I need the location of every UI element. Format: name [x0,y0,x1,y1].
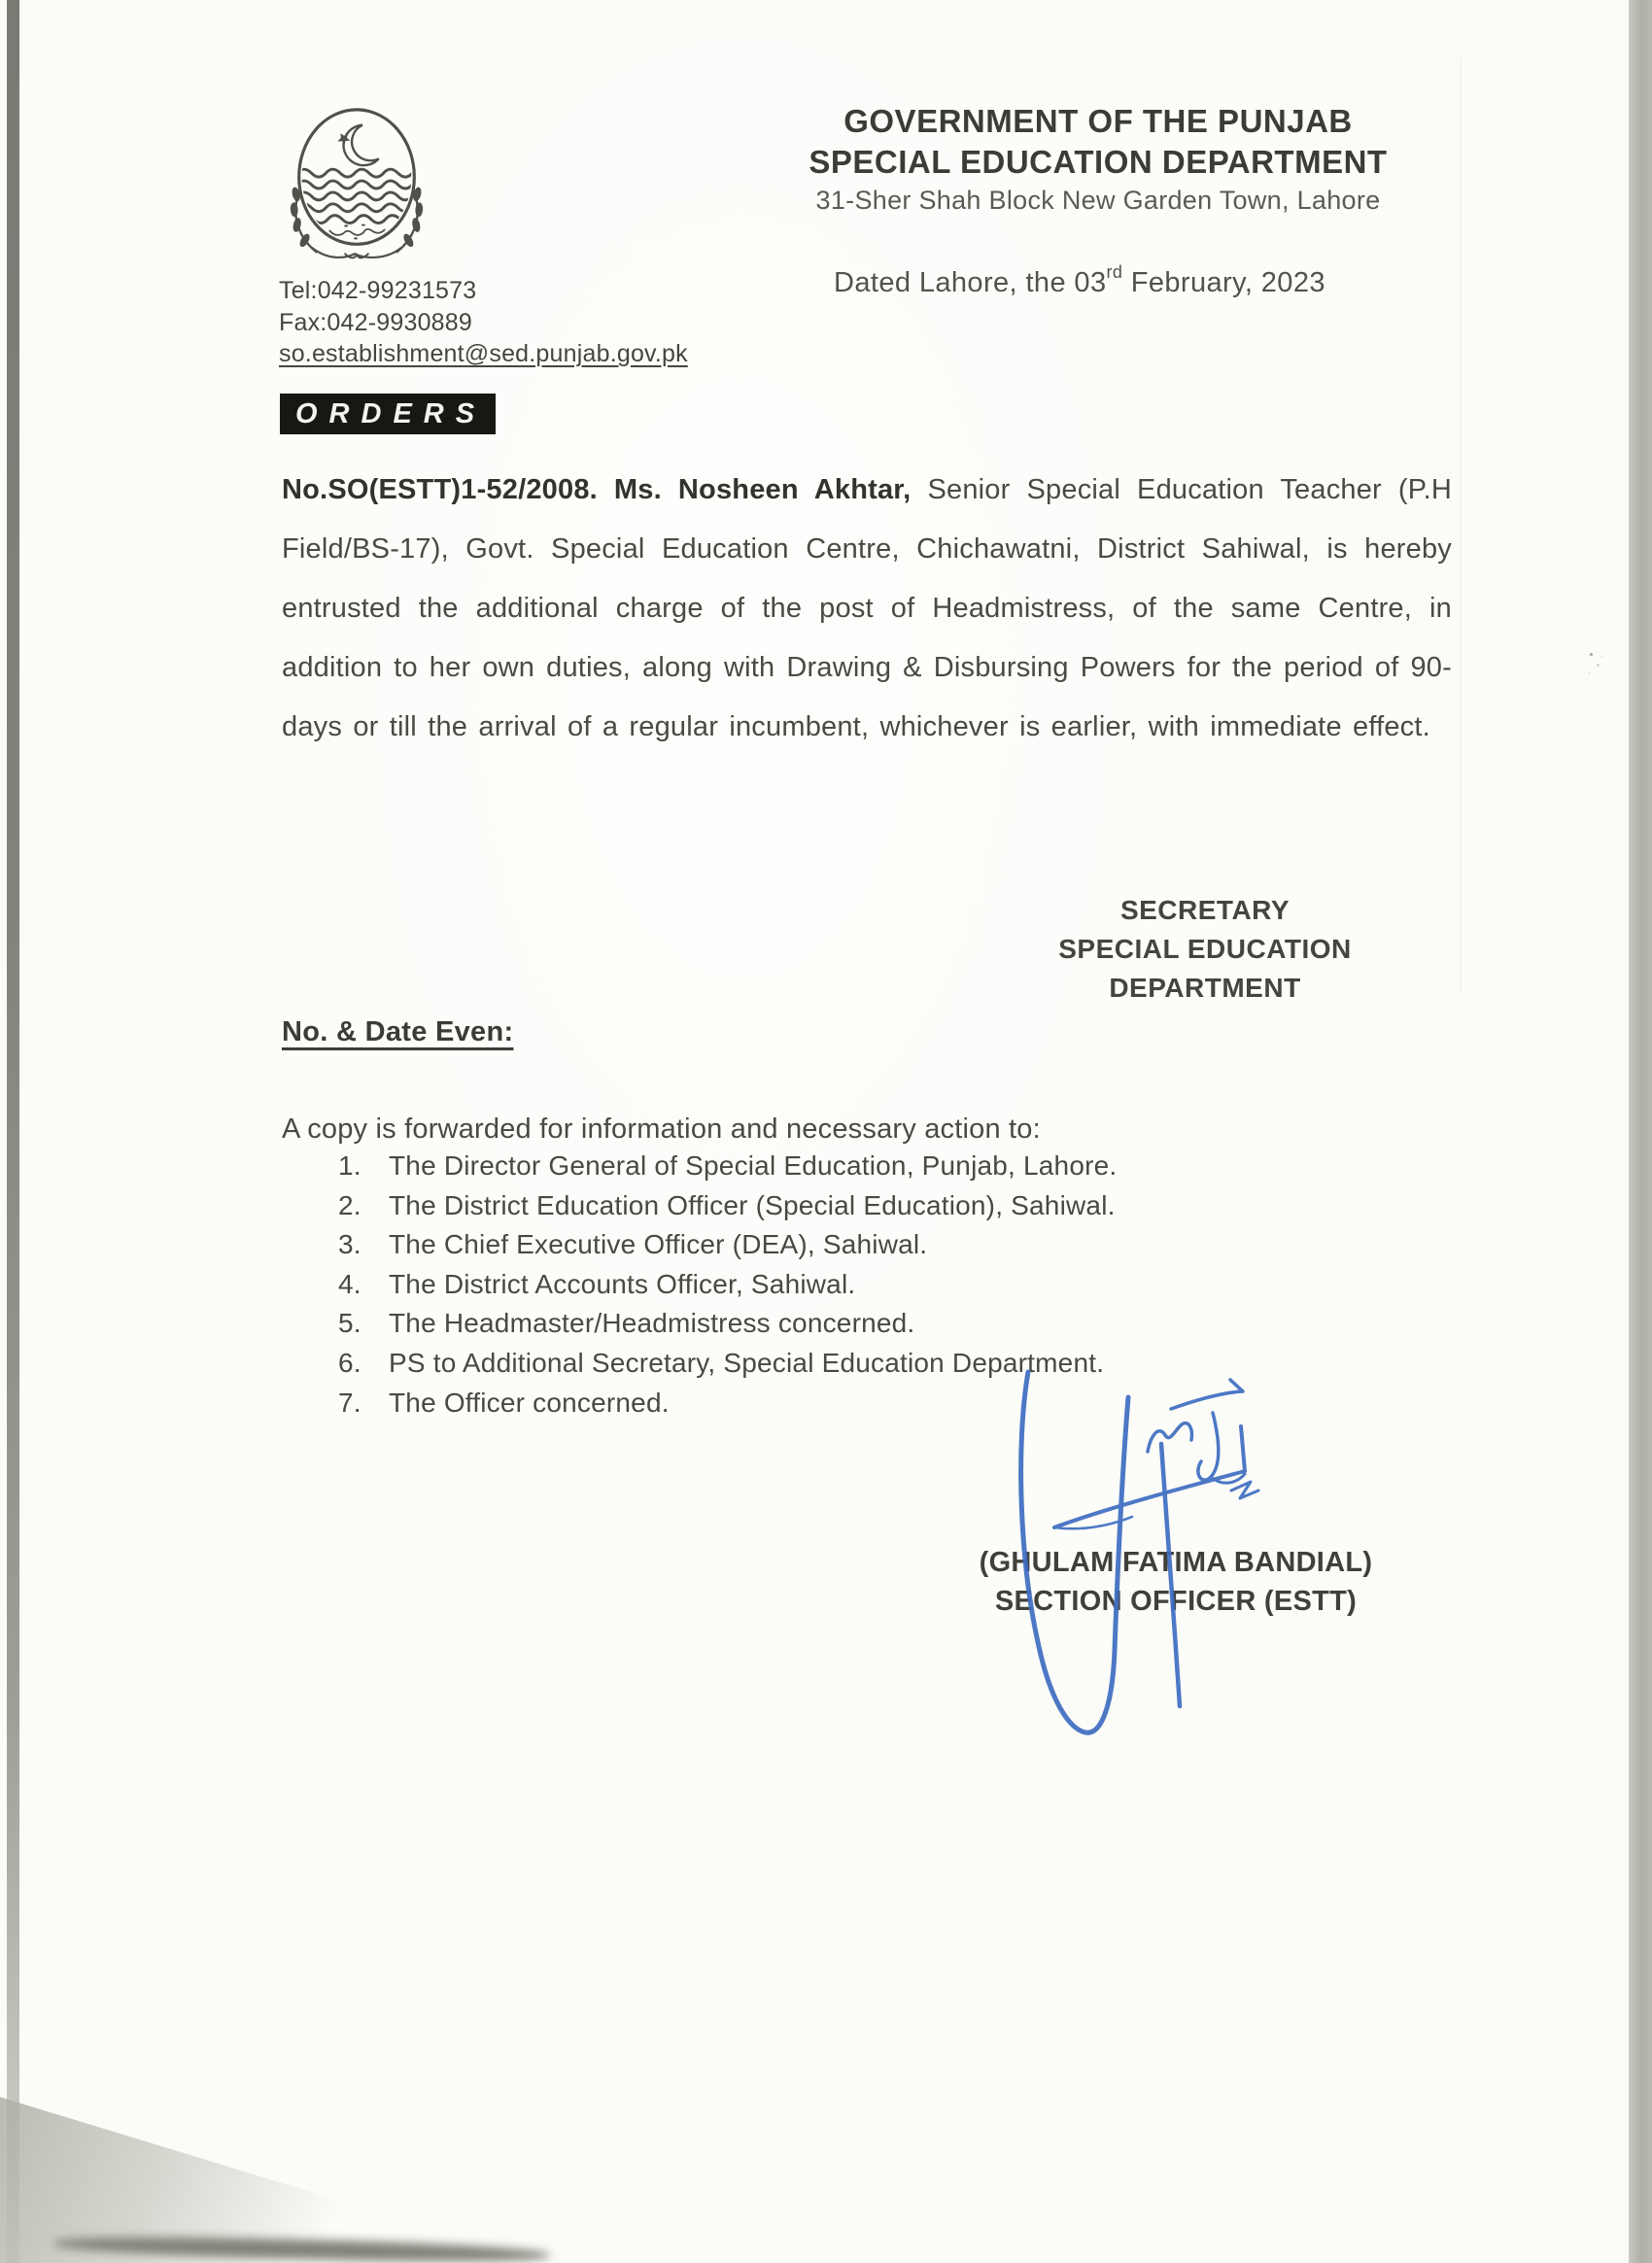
tel-line: Tel:042-99231573 [279,277,477,304]
signatory-line2: SPECIAL EDUCATION [1058,934,1352,964]
no-date-even-label: No. & Date Even: [282,1016,514,1047]
paper-crease [1460,58,1462,991]
ink-speck [1590,653,1593,656]
cc-item: The Chief Executive Officer (DEA), Sahiwal. [389,1229,928,1260]
org-address: 31-Sher Shah Block New Garden Town, Lahore [815,186,1381,215]
handwritten-signature [967,1358,1297,1776]
email-line: so.establishment@sed.punjab.gov.pk [279,340,688,367]
order-paragraph [282,461,1452,757]
cc-item: The Headmaster/Headmistress concerned. [389,1308,915,1339]
cc-item: The District Education Officer (Special Education), Sahiwal. [389,1189,1116,1220]
signatory-line3: DEPARTMENT [1109,973,1301,1003]
orders-heading: ORDERS [280,394,496,434]
bottom-corner-shadow [0,2050,544,2263]
cc-item: The District Accounts Officer, Sahiwal. [389,1268,856,1299]
letterhead [739,101,1458,218]
order-reference: No.SO(ESTT)1-52/2008. Ms. Nosheen Akhtar, [282,474,912,505]
punjab-government-logo [270,100,443,273]
date-line: Dated Lahore, the 03rd February, 2023 [834,262,1325,298]
date-ordinal: rd [1106,262,1123,282]
contact-block [279,275,688,370]
signer-title: SECTION OFFICER (ESTT) [994,1586,1358,1617]
signer-name: (GHULAM FATIMA BANDIAL) [979,1547,1373,1578]
fax-line: Fax:042-9930889 [279,308,472,336]
cc-item: PS to Additional Secretary, Special Education Department. [389,1347,1105,1378]
signatory-block [1011,891,1399,1008]
org-name-line2: SPECIAL EDUCATION DEPARTMENT [809,144,1388,180]
forwarding-line: A copy is forwarded for information and necessary action to: [282,1114,1041,1145]
signatory-line1: SECRETARY [1119,895,1291,925]
org-name-line1: GOVERNMENT OF THE PUNJAB [843,103,1353,139]
scan-right-edge [1629,0,1652,2263]
cc-item: The Director General of Special Education, Punjab, Lahore. [389,1150,1118,1181]
order-text: Senior Special Education Teacher (P.H Field/BS-17), Govt. Special Education Centre, Chichawatni, District Sahiwal, is hereby entrusted the additional charge of the post of Headmistress, of the same Centre, in addition to her own duties, along with Drawing & Disbursing Powers for the period of 90-days or till the arrival of a regular incumbent, whichever is earlier, with immediate effect. [282,474,1452,742]
scan-left-edge [7,0,19,2263]
cc-item: The Officer concerned. [389,1387,670,1418]
